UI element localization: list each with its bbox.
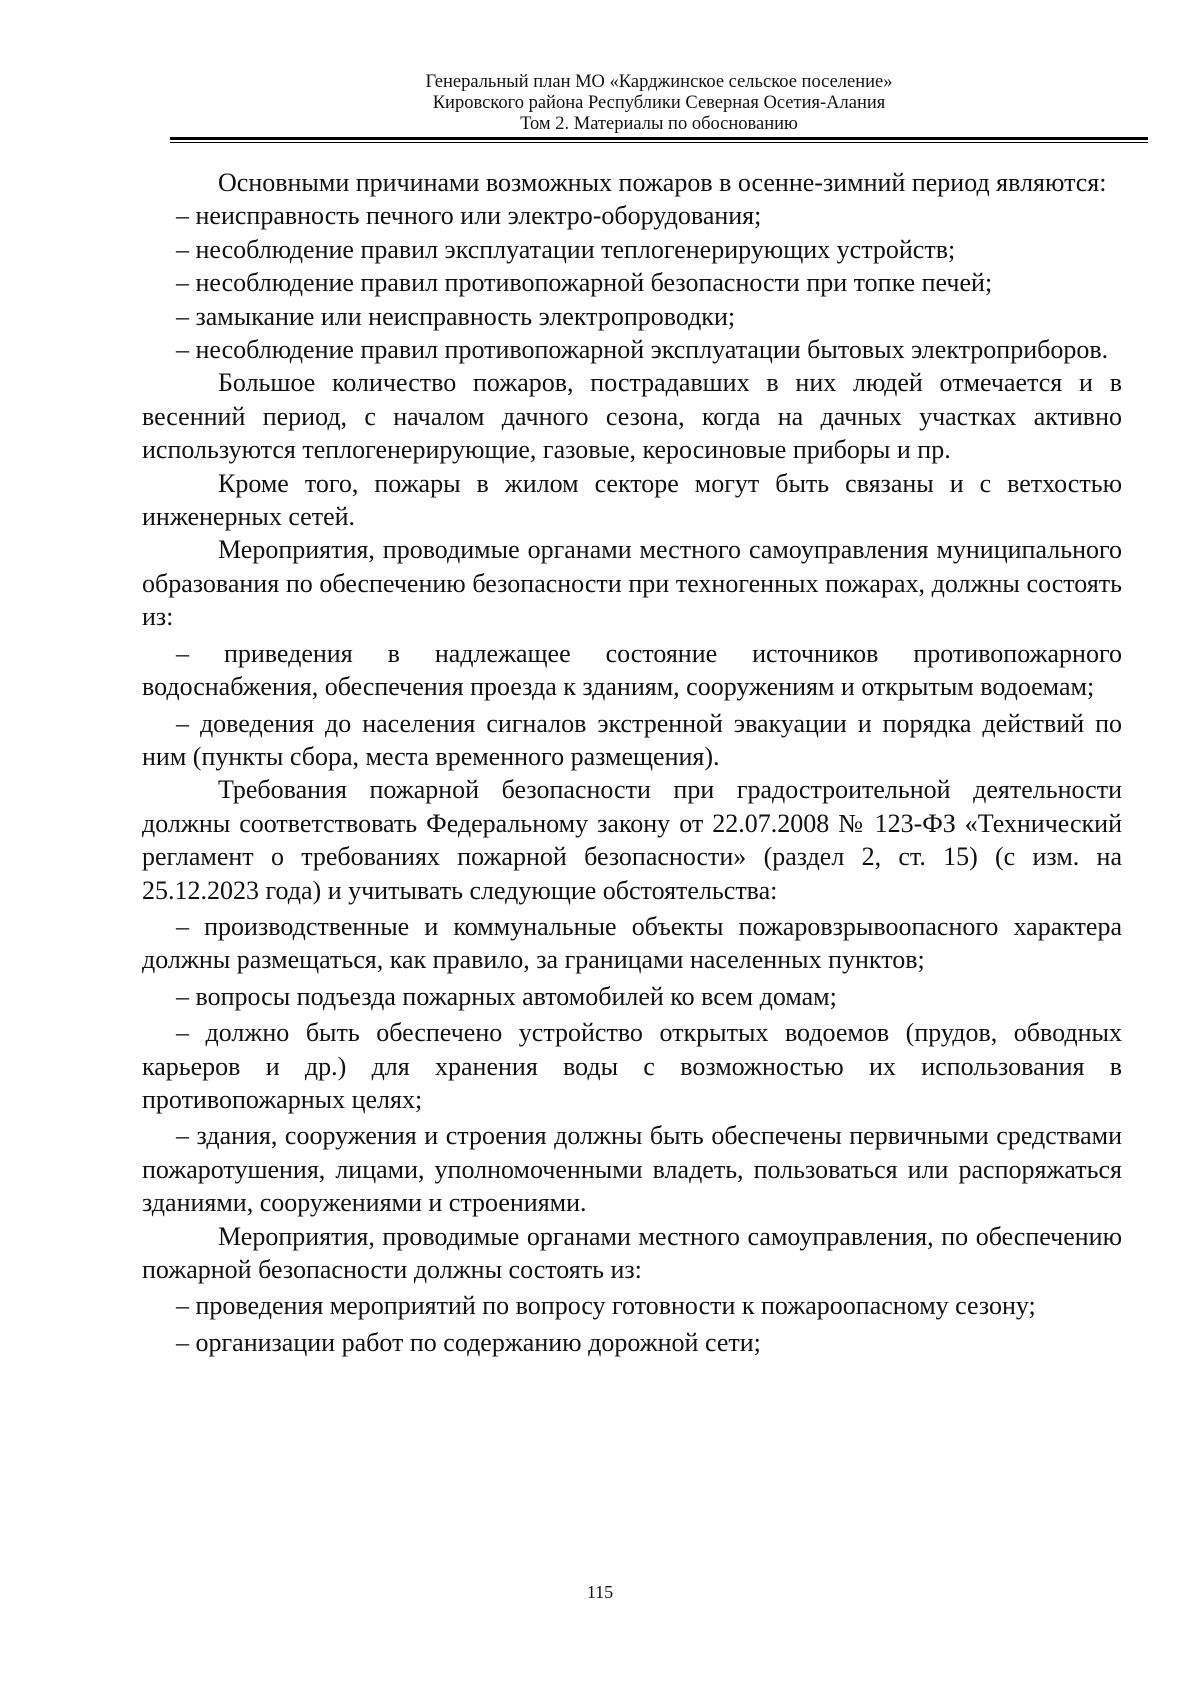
header-title-line-1: Генеральный план МО «Карджинское сельское поселение» [425,72,893,92]
list-item: – должно быть обеспечено устройство открытых водоемов (прудов, обводных карьеров и др.) для хранения воды с возможностью их использования в противопожарных целях; [142,1018,1122,1114]
document-header [170,72,1148,135]
paragraph-spring-fires: Большое количество пожаров, пострадавших в них людей отмечается и в весенний период, с началом дачного сезона, когда на дачных участках активно используются теплогенерирующие, газовые, керосиновые приборы и пр. [142,368,1122,465]
list-item: – производственные и коммунальные объекты пожаровзрывоопасного характера должны размещаться, как правило, за границами населенных пунктов; [142,911,1122,975]
list-item: – несоблюдение правил противопожарной эксплуатации бытовых электроприборов. [176,335,1109,365]
list-item: – проведения мероприятий по вопросу готовности к пожароопасному сезону; [176,1291,1036,1321]
paragraph-networks: Кроме того, пожары в жилом секторе могут быть связаны и с ветхостью инженерных сетей. [142,468,1122,532]
paragraph-fire-requirements: Требования пожарной безопасности при градостроительной деятельности должны соответствовать Федеральному закону от 22.07.2008 № 123-ФЗ «Технический регламент о требованиях пожарной безопасности» (раздел 2, ст. 15) (с изм. на 25.12.2023 года) и учитывать следующие обстоятельства: [142,775,1122,905]
list-item: – доведения до населения сигналов экстренной эвакуации и порядка действий по ним (пункты сбора, места временного размещения). [142,708,1122,771]
header-volume-line: Том 2. Материалы по обоснованию [520,114,798,134]
header-rule-thin [170,142,1148,143]
list-item: – организации работ по содержанию дорожной сети; [176,1327,761,1357]
list-item: – замыкание или неисправность электропроводки; [176,301,736,331]
document-body [142,166,1122,1359]
list-item: – неисправность печного или электро-оборудования; [176,201,762,231]
header-rule-thick [170,137,1148,140]
list-item: – здания, сооружения и строения должны быть обеспечены первичными средствами пожаротушения, лицами, уполномоченными владеть, пользоваться или распоряжаться зданиями, сооружениями и строениями. [142,1121,1122,1218]
list-item: – несоблюдение правил эксплуатации теплогенерирующих устройств; [176,234,956,264]
header-title-line-2: Кировского района Республики Северная Осетия-Алания [432,93,886,113]
list-item: – вопросы подъезда пожарных автомобилей ко всем домам; [176,981,837,1011]
paragraph-local-measures: Мероприятия, проводимые органами местного самоуправления, по обеспечению пожарной безопасности должны состоять из: [142,1221,1122,1284]
page-number: 115 [586,1582,614,1602]
list-item: – несоблюдение правил противопожарной безопасности при топке печей; [176,268,993,298]
paragraph-causes-intro: Основными причинами возможных пожаров в осенне-зимний период являются: [218,168,1107,197]
list-item: – приведения в надлежащее состояние источников противопожарного водоснабжения, обеспечения проезда к зданиям, сооружениям и открытым водоемам; [142,638,1122,702]
paragraph-municipal-measures: Мероприятия, проводимые органами местного самоуправления муниципального образования по обеспечению безопасности при техногенных пожарах, должны состоять из: [142,535,1122,632]
